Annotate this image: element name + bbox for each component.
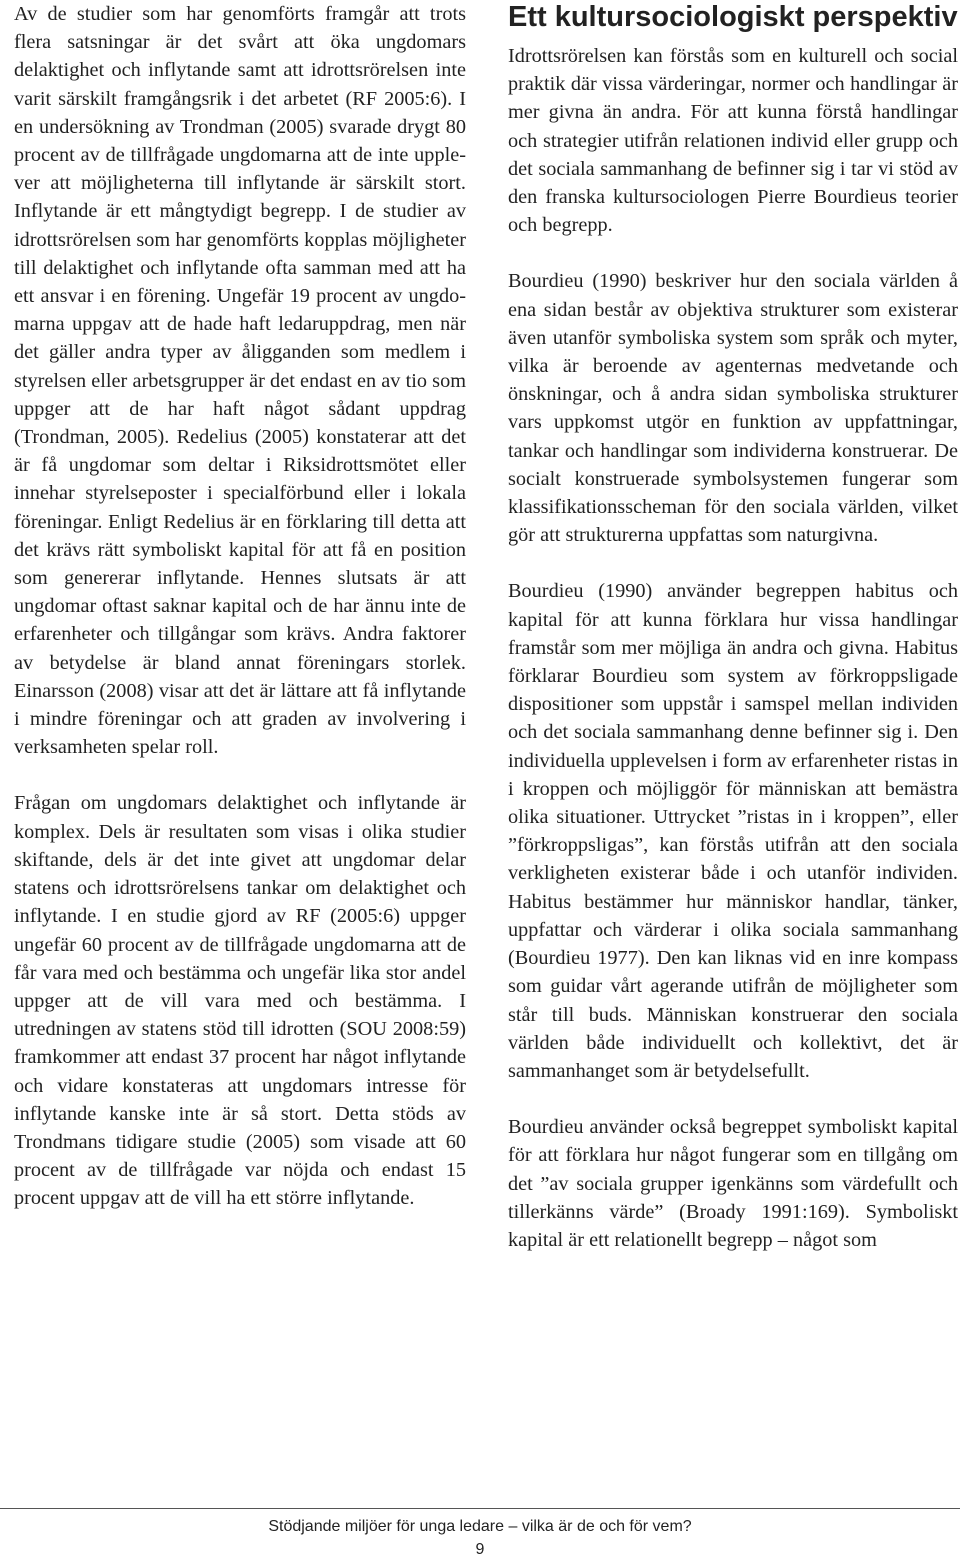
body-paragraph: Bourdieu (1990) använder begreppen habitus och kapital för att kunna förklara hur vissa handlingar framstår som mer möjliga än andra och givna. Habitus förklarar Bourdieu som system av förkroppsligade dispositioner som uppstår i samspel mellan individen och det sociala sammanhang denne befinner sig i. Den individuella upplevelsen i form av erfarenheter ristas in i kroppen och möjliggör för människan att bemästra olika situationer. Uttrycket ”ristas in i kroppen”, eller ”förkroppsligas”, kan förstås utifrån att den sociala verkligheten existerar både i och utanför individen. Habitus bestämmer hur människor handlar, tänker, uppfattar och värderar i olika sociala sammanhang (Bourdieu 1977). Den kan liknas vid en inre kompass som guidar vårt agerande utifrån de möjligheter som står till buds. Människan konstruerar den sociala världen både individuellt och kollektivt, det är sammanhanget som är betydelsefullt. bbox=[508, 580, 958, 1082]
body-paragraph: Bourdieu (1990) beskriver hur den sociala världen å ena sidan består av objektiva strukturer som existerar även utanför symboliska system som språk och myter, vilka är beroende av agenternas medvetande och önskningar, och å andra sidan symboliska strukturer vars uppkomst utgör en funktion av uppfattningar, tankar och handlingar som individerna konstruerar. De socialt konstruerade symbolsystemen fungerar som klassifikationsscheman för den sociala världen, vilket gör att strukturerna uppfattas som naturgivna. bbox=[508, 270, 958, 547]
footer-divider bbox=[0, 1508, 960, 1509]
section-heading: Ett kultursociologiskt perspektiv bbox=[508, 1, 958, 33]
body-paragraph: Frågan om ungdomars delaktighet och inflytande är komplex. Dels är resultaten som visas i olika studier skiftande, dels är det inte givet att ungdomar delar statens och idrottsrörelsens tankar om delaktighet och inflytande. I en studie gjord av RF (2005:6) uppger ungefär 60 procent av de tillfrågade ungdomarna att de får vara med och bestämma och ungefär lika stor andel uppger att de vill vara med och bestämma. I utredningen av statens stöd till idrotten (SOU 2008:59) framkommer att endast 37 procent har något inflytande och vidare konstateras att ungdomars intresse för inflytande kanske inte är så stort. Detta stöds av Trondmans tidigare studie (2005) som visade att 60 procent av de tillfrågade var nöjda och endast 15 procent uppgav att de vill ha ett större inflytande. bbox=[14, 792, 466, 1210]
body-paragraph: Bourdieu använder också begreppet symboliskt kapital för att förklara hur något fungerar som en tillgång om det ”av sociala grupper igenkänns som värdefullt och tillerkänns värde” (Broady 1991:169). Symboliskt kapital är ett relationellt begrepp – något som bbox=[508, 1116, 958, 1251]
footer-title: Stödjande miljöer för unga ledare – vilka är de och för vem? bbox=[268, 1518, 692, 1535]
body-paragraph: Idrottsrörelsen kan förstås som en kulturell och social praktik där vissa värderingar, normer och handlingar är mer givna än andra. För att kunna förstå handlingar och strategier utifrån relationen individ eller grupp och det sociala sammanhang de befinner sig i tar vi stöd av den franska kultursociologen Pierre Bourdieus teorier och begrepp. bbox=[508, 45, 958, 237]
right-column bbox=[508, 0, 958, 1254]
body-paragraph: Av de studier som har genomförts framgår att trots flera satsningar är det svårt att öka ungdomars delaktighet och inflytande samt att idrottsrörelsen inte varit särskilt framgångsrik i det arbetet (RF 2005:6). I en undersökning av Trondman (2005) svarade drygt 80 procent av de tillfrågade ungdomarna att de inte upplever att möjligheterna till inflytande är särskilt stort. Inflytande är ett mångtydigt begrepp. I de studier av idrottsrörelsen som har genomförts kopplas möjligheter till delaktighet och inflytande ofta samman med att ha ett ansvar i en förening. Ungefär 19 procent av ungdomarna uppgav att de hade haft ledaruppdrag, men när det gäller andra typer av åligganden som medlem i styrelsen eller arbetsgrupper är det endast en av tio som uppger att de har haft något sådant uppdrag (Trondman, 2005). Redelius (2005) konstaterar att det är få ungdomar som deltar i Riksidrottsmötet eller innehar styrelseposter i specialförbund eller i lokala föreningar. Enligt Redelius är en förklaring till detta att det krävs rätt symboliskt kapital för att få en position som genererar inflytande. Hennes slutsats är att ungdomar oftast saknar kapital och de har ännu inte de erfarenheter och tillgångar som krävs. Andra faktorer av betydelse är bland annat föreningars storlek. Einarsson (2008) visar att det är lättare att få inflytande i mindre föreningar och att graden av involvering i verksamheten spelar roll. bbox=[14, 3, 466, 759]
page-number: 9 bbox=[475, 1541, 485, 1558]
left-column bbox=[14, 0, 466, 1213]
